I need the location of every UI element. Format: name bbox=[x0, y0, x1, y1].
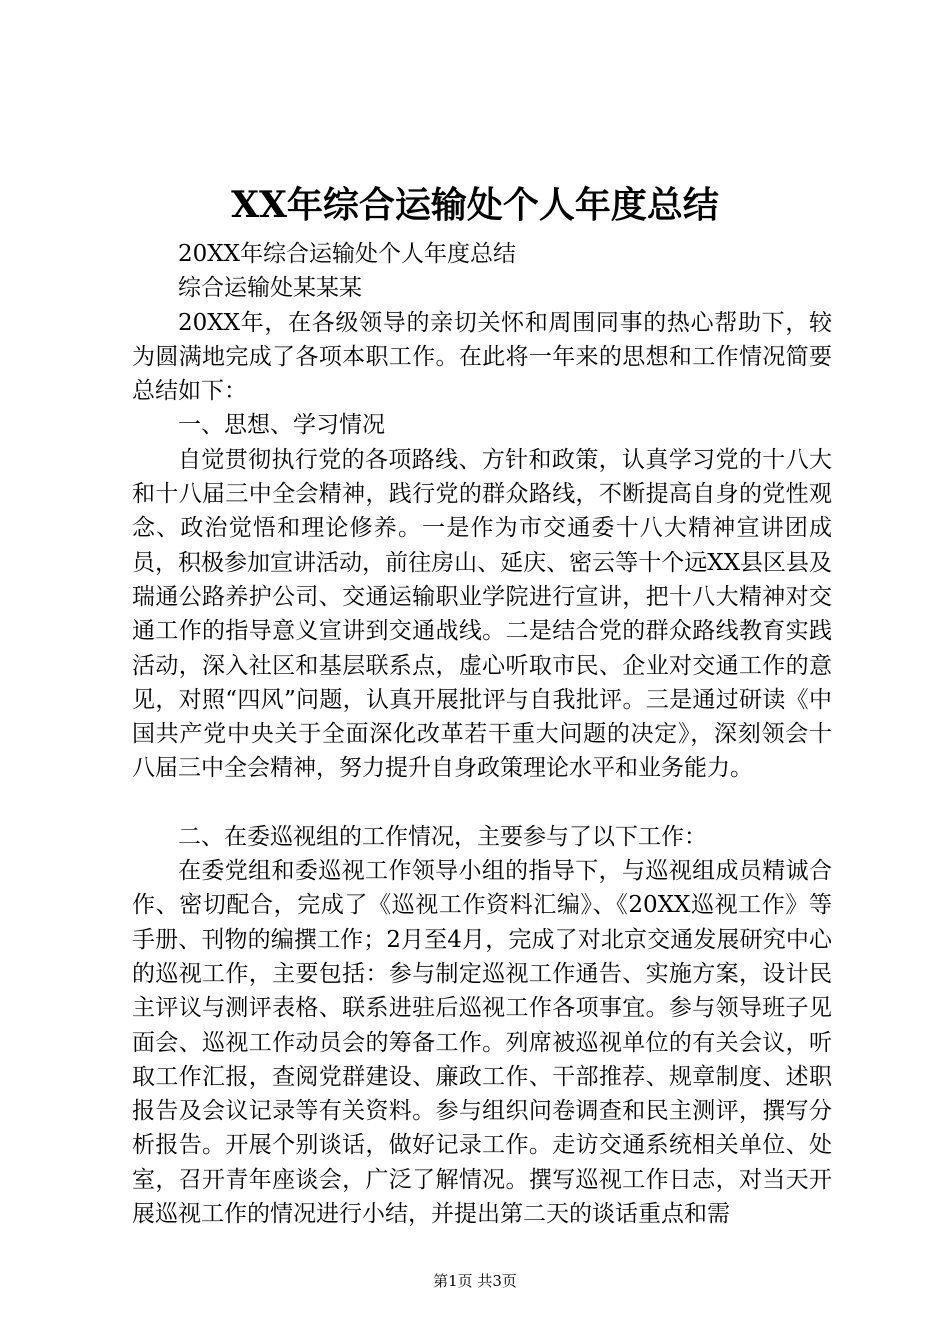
section-2-paragraph: 在委党组和委巡视工作领导小组的指导下，与巡视组成员精诚合作、密切配合，完成了《巡视工作资料汇编》、《20XX巡视工作》等手册、刊物的编撰工作；2月至4月，完成了对北京交通发展研究中心的巡视工作，主要包括：参与制定巡视工作通告、实施方案，设计民主评议与测评表格、联系进驻后巡视工作各项事宜。参与领导班子见面会、巡视工作动员会的筹备工作。列席被巡视单位的有关会议，听取工作汇报，查阅党群建设、廉政工作、干部推荐、规章制度、述职报告及会议记录等有关资料。参与组织问卷调查和民主测评，撰写分析报告。开展个别谈话，做好记录工作。走访交通系统相关单位、处室，召开青年座谈会，广泛了解情况。撰写巡视工作日志，对当天开展巡视工作的情况进行小结，并提出第二天的谈话重点和需 bbox=[132, 858, 832, 1228]
document-body bbox=[132, 237, 832, 1231]
author-line: 综合运输处某某某 bbox=[178, 275, 362, 302]
page-number-footer: 第1页 共3页 bbox=[433, 1272, 517, 1290]
intro-paragraph: 20XX年，在各级领导的亲切关怀和周围同事的热心帮助下，较为圆满地完成了各项本职工作。在此将一年来的思想和工作情况简要总结如下： bbox=[132, 309, 832, 405]
section-heading-1: 一、思想、学习情况 bbox=[178, 412, 385, 439]
section-heading-2: 二、在委巡视组的工作情况，主要参与了以下工作： bbox=[178, 823, 707, 850]
section-1-paragraph: 自觉贯彻执行党的各项路线、方针和政策，认真学习党的十八大和十八届三中全会精神，践行党的群众路线，不断提高自身的党性观念、政治觉悟和理论修养。一是作为市交通委十八大精神宣讲团成员，积极参加宣讲活动，前往房山、延庆、密云等十个远XX县区县及瑞通公路养护公司、交通运输职业学院进行宣讲，把十八大精神对交通工作的指导意义宣讲到交通战线。二是结合党的群众路线教育实践活动，深入社区和基层联系点，虚心听取市民、企业对交通工作的意见，对照“四风”问题，认真开展批评与自我批评。三是通过研读《中国共产党中央关于全面深化改革若干重大问题的决定》，深刻领会十八届三中全会精神，努力提升自身政策理论水平和业务能力。 bbox=[132, 446, 832, 782]
subtitle-line: 20XX年综合运输处个人年度总结 bbox=[178, 241, 517, 267]
document-title: XX年综合运输处个人年度总结 bbox=[231, 184, 719, 226]
